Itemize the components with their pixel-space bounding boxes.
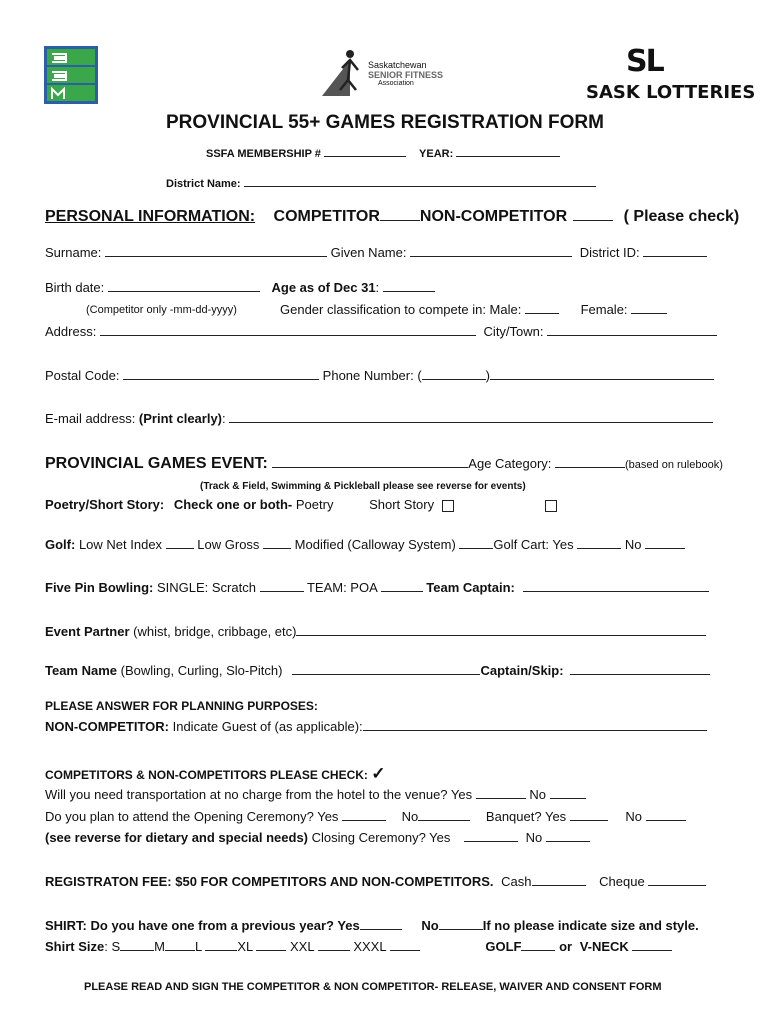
size-xxl-label: XXL	[290, 939, 318, 954]
female-label: Female:	[580, 302, 632, 317]
ssfa-line3: Association	[378, 80, 414, 87]
size-s-label: : S	[104, 939, 121, 954]
age-as-of-label: Age as of Dec 31	[271, 280, 376, 295]
guest-row	[45, 719, 707, 734]
check-one: Check one or both-	[173, 497, 293, 512]
poetry-option: Poetry	[295, 497, 334, 512]
age-field[interactable]	[383, 280, 435, 292]
size-m-field[interactable]	[165, 939, 195, 951]
size-l-field[interactable]	[205, 939, 237, 951]
competitor-label: COMPETITOR	[273, 208, 380, 225]
age-category-label: Age Category:	[468, 456, 556, 471]
golf-cart-no-field[interactable]	[645, 537, 685, 549]
fee-label: REGISTRATON FEE: $50 FOR COMPETITORS AND NON-COMPETITORS.	[45, 874, 494, 889]
event-heading: PROVINCIAL GAMES EVENT:	[45, 455, 268, 472]
bowling-team-label: TEAM: POA	[306, 580, 381, 595]
name-row	[45, 245, 707, 260]
opening-label: Do you plan to attend the Opening Ceremony? Yes	[45, 809, 343, 824]
captain-skip-field[interactable]	[570, 663, 710, 675]
golf-modified-label: Modified (Calloway System)	[294, 537, 460, 552]
shirt-question-row	[45, 918, 699, 933]
address-label: Address:	[45, 324, 100, 339]
partner-label: Event Partner	[45, 624, 130, 639]
shirt-no-label: No	[421, 918, 439, 933]
year-label: YEAR:	[419, 148, 457, 160]
shirt-no-field[interactable]	[439, 918, 483, 930]
district-row	[166, 175, 596, 190]
check-heading-row	[45, 764, 386, 784]
partner-row	[45, 624, 706, 639]
sl-mark: SL	[626, 44, 663, 79]
golf-cart-yes-field[interactable]	[577, 537, 621, 549]
surname-field[interactable]	[105, 245, 327, 257]
birth-date-field[interactable]	[108, 280, 260, 292]
short-story-checkbox[interactable]	[545, 500, 557, 512]
golf-label: Golf:	[45, 537, 76, 552]
phone-close: )	[485, 368, 491, 383]
banquet-no-field[interactable]	[646, 809, 686, 821]
postal-row	[45, 368, 714, 383]
ssfa-line1: Saskatchewan	[368, 60, 427, 70]
email-label: E-mail address:	[45, 411, 139, 426]
size-xxxl-label: XXXL	[353, 939, 390, 954]
closing-no-label: No	[525, 830, 546, 845]
golf-style-field[interactable]	[521, 939, 555, 951]
opening-yes-field[interactable]	[342, 809, 386, 821]
bowling-row	[45, 580, 709, 595]
team-captain-label: Team Captain:	[426, 580, 515, 595]
address-field[interactable]	[100, 324, 476, 336]
banquet-yes-field[interactable]	[570, 809, 608, 821]
given-name-label: Given Name:	[330, 245, 411, 260]
shirt-size-row	[45, 939, 672, 954]
event-field[interactable]	[272, 456, 468, 468]
team-captain-field[interactable]	[523, 580, 709, 592]
phone-label: Phone Number: (	[322, 368, 422, 383]
gender-row	[280, 302, 667, 317]
size-xxxl-field[interactable]	[390, 939, 420, 951]
size-xl-field[interactable]	[256, 939, 286, 951]
city-label: City/Town:	[483, 324, 548, 339]
please-check: ( Please check)	[623, 208, 740, 225]
check-icon: ✓	[371, 764, 386, 783]
birth-date-label: Birth date:	[45, 280, 108, 295]
district-id-field[interactable]	[643, 245, 707, 257]
golf-cart-no-label: No	[624, 537, 646, 552]
phone-field[interactable]	[490, 368, 714, 380]
short-story-option: Short Story	[369, 497, 435, 512]
surname-label: Surname:	[45, 245, 105, 260]
closing-yes-field[interactable]	[464, 830, 518, 842]
bowling-team-field[interactable]	[381, 580, 423, 592]
shirt-size-label: Shirt Size	[45, 939, 105, 954]
personal-heading: PERSONAL INFORMATION:	[45, 208, 256, 225]
event-row	[45, 455, 723, 473]
dietary-label: (see reverse for dietary and special needs)	[45, 830, 309, 845]
banquet-no-label: No	[625, 809, 646, 824]
shirt-yes-field[interactable]	[360, 918, 402, 930]
vneck-field[interactable]	[632, 939, 672, 951]
district-id-label: District ID:	[579, 245, 644, 260]
poetry-row	[45, 497, 557, 512]
opening-no-label: No	[401, 809, 419, 824]
transport-no-label: No	[529, 787, 550, 802]
vneck-label: V-NECK	[579, 939, 633, 954]
fee-row	[45, 874, 706, 889]
postal-label: Postal Code:	[45, 368, 124, 383]
birth-hint: (Competitor only -mm-dd-yyyy)	[86, 304, 237, 316]
given-name-field[interactable]	[410, 245, 572, 257]
event-note: (Track & Field, Swimming & Pickleball please see reverse for events)	[200, 481, 526, 492]
check-heading: COMPETITORS & NON-COMPETITORS PLEASE CHECK:	[45, 768, 368, 782]
poetry-checkbox[interactable]	[442, 500, 454, 512]
ssm-logo	[44, 46, 98, 104]
closing-no-field[interactable]	[546, 830, 590, 842]
form-title: PROVINCIAL 55+ GAMES REGISTRATION FORM	[166, 112, 604, 133]
golf-low-gross-field[interactable]	[263, 537, 291, 549]
opening-no-field[interactable]	[418, 809, 470, 821]
postal-field[interactable]	[123, 368, 319, 380]
membership-row	[206, 145, 560, 160]
transport-yes-field[interactable]	[476, 787, 526, 799]
bowling-single-label: SINGLE: Scratch	[156, 580, 260, 595]
golf-low-net-label: Low Net Index	[78, 537, 166, 552]
captain-skip-label: Captain/Skip:	[480, 663, 564, 678]
planning-heading: PLEASE ANSWER FOR PLANNING PURPOSES:	[45, 699, 318, 713]
gender-label: Gender classification to compete in: Male:	[280, 302, 525, 317]
transport-row	[45, 787, 586, 802]
sl-text: SASK LOTTERIES	[586, 82, 756, 103]
female-field[interactable]	[631, 302, 667, 314]
district-field[interactable]	[244, 175, 596, 187]
golf-cart-label: Golf Cart: Yes	[493, 537, 578, 552]
non-competitor-guest-label: NON-COMPETITOR:	[45, 719, 169, 734]
cash-field[interactable]	[532, 874, 586, 886]
email-field[interactable]	[229, 411, 713, 423]
email-print: (Print clearly)	[138, 411, 223, 426]
district-label: District Name:	[166, 178, 244, 190]
cheque-label: Cheque	[599, 874, 649, 889]
bowling-single-field[interactable]	[260, 580, 304, 592]
transport-label: Will you need transportation at no charge from the hotel to the venue? Yes	[45, 787, 476, 802]
size-l-label: L	[195, 939, 206, 954]
membership-label: SSFA MEMBERSHIP #	[206, 148, 324, 160]
year-field[interactable]	[456, 145, 560, 157]
shirt-if-no: If no please indicate size and style.	[482, 918, 699, 933]
team-name-label: Team Name	[45, 663, 118, 678]
address-row	[45, 324, 717, 339]
closing-label: Closing Ceremony? Yes	[311, 830, 454, 845]
transport-no-field[interactable]	[550, 787, 586, 799]
based-on: (based on rulebook)	[625, 459, 723, 471]
email-row	[45, 411, 713, 426]
closing-row	[45, 830, 590, 845]
size-m-label: M	[154, 939, 165, 954]
size-s-field[interactable]	[120, 939, 154, 951]
age-category-field[interactable]	[555, 456, 625, 468]
golf-style-label: GOLF	[485, 939, 522, 954]
size-xxl-field[interactable]	[318, 939, 350, 951]
guest-of-label: Indicate Guest of (as applicable):	[172, 719, 363, 734]
opening-row	[45, 809, 686, 824]
poetry-label: Poetry/Short Story:	[45, 497, 165, 512]
non-competitor-check[interactable]	[573, 207, 613, 221]
ssfa-line2: SENIOR FITNESS	[368, 70, 444, 80]
footer-notice: PLEASE READ AND SIGN THE COMPETITOR & NON COMPETITOR- RELEASE, WAIVER AND CONSENT FORM	[84, 981, 662, 993]
golf-row	[45, 537, 685, 552]
partner-field[interactable]	[296, 624, 706, 636]
cash-label: Cash	[501, 874, 532, 889]
male-field[interactable]	[525, 302, 559, 314]
golf-modified-field[interactable]	[459, 537, 493, 549]
partner-hint: (whist, bridge, cribbage, etc)	[133, 624, 297, 639]
golf-low-gross-label: Low Gross	[197, 537, 264, 552]
birth-row: Birth date: Age as of Dec 31:	[45, 280, 435, 295]
or-label: or	[559, 939, 573, 954]
bowling-label: Five Pin Bowling:	[45, 580, 154, 595]
sask-lotteries-logo	[586, 44, 756, 104]
banquet-label: Banquet? Yes	[485, 809, 570, 824]
membership-field[interactable]	[324, 145, 406, 157]
personal-heading-row	[45, 207, 739, 226]
guest-of-field[interactable]	[363, 719, 707, 731]
cheque-field[interactable]	[648, 874, 706, 886]
non-competitor-label: NON-COMPETITOR	[419, 208, 568, 225]
competitor-check[interactable]	[380, 207, 420, 221]
email-colon: :	[222, 411, 230, 426]
team-name-field[interactable]	[292, 663, 480, 675]
shirt-question: SHIRT: Do you have one from a previous year? Yes	[45, 918, 360, 933]
golf-low-net-field[interactable]	[166, 537, 194, 549]
team-name-row	[45, 663, 710, 678]
size-xl-label: XL	[237, 939, 257, 954]
team-name-hint: (Bowling, Curling, Slo-Pitch)	[120, 663, 283, 678]
city-field[interactable]	[547, 324, 717, 336]
area-code-field[interactable]	[422, 368, 486, 380]
ssfa-logo	[320, 46, 444, 98]
